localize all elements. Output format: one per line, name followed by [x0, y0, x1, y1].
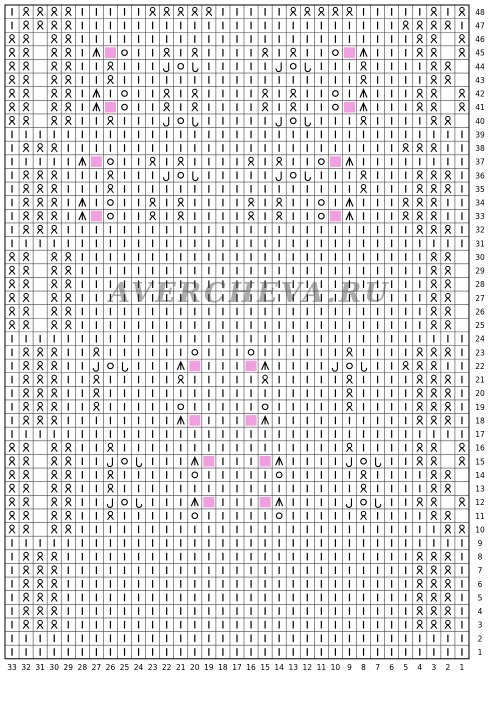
column-label: 28 — [77, 662, 88, 672]
column-label: 5 — [403, 662, 409, 672]
column-label: 10 — [330, 662, 341, 672]
column-label: 12 — [302, 662, 313, 672]
column-label: 3 — [431, 662, 437, 672]
row-label: 45 — [475, 48, 485, 58]
column-label: 21 — [175, 662, 186, 672]
row-label: 40 — [475, 116, 485, 126]
row-label: 8 — [477, 552, 483, 562]
column-label: 24 — [133, 662, 144, 672]
row-label: 14 — [475, 470, 485, 480]
row-label: 25 — [475, 321, 485, 331]
column-label: 20 — [190, 662, 200, 672]
no-stitch-cell — [330, 156, 341, 167]
row-label: 33 — [475, 212, 485, 222]
row-label: 9 — [477, 538, 483, 548]
row-label: 12 — [475, 498, 485, 508]
column-label: 25 — [119, 662, 130, 672]
watermark: AVERCHEVA.RU — [109, 278, 391, 309]
row-label: 3 — [477, 620, 483, 630]
no-stitch-cell — [344, 102, 355, 113]
row-label: 28 — [475, 280, 485, 290]
column-label: 30 — [49, 662, 59, 672]
row-label: 20 — [475, 389, 485, 399]
row-label: 24 — [475, 334, 485, 344]
row-label: 31 — [475, 239, 485, 249]
no-stitch-cell — [344, 47, 355, 58]
row-label: 30 — [475, 252, 485, 262]
column-label: 18 — [218, 662, 228, 672]
row-label: 34 — [475, 198, 485, 208]
row-label: 4 — [477, 607, 483, 617]
column-label: 23 — [147, 662, 158, 672]
row-label: 6 — [477, 579, 483, 589]
row-label: 16 — [475, 443, 485, 453]
row-label: 39 — [475, 130, 485, 140]
no-stitch-cell — [203, 456, 214, 467]
column-label: 26 — [105, 662, 116, 672]
row-label: 42 — [475, 89, 485, 99]
column-label: 19 — [204, 662, 214, 672]
column-label: 6 — [389, 662, 395, 672]
no-stitch-cell — [91, 156, 102, 167]
column-label: 33 — [7, 662, 17, 672]
column-label: 2 — [445, 662, 451, 672]
row-label: 47 — [475, 21, 485, 31]
no-stitch-cell — [105, 47, 116, 58]
row-label: 27 — [475, 293, 485, 303]
column-label: 31 — [35, 662, 45, 672]
column-label: 8 — [361, 662, 366, 672]
row-label: 19 — [475, 402, 485, 412]
column-label: 17 — [232, 662, 242, 672]
row-label: 46 — [475, 35, 485, 45]
row-label: 41 — [475, 103, 485, 113]
row-label: 17 — [475, 430, 485, 440]
row-label: 43 — [475, 75, 485, 85]
row-label: 23 — [475, 348, 485, 358]
row-label: 35 — [475, 184, 485, 194]
no-stitch-cell — [260, 456, 271, 467]
row-label: 37 — [475, 157, 485, 167]
column-label: 13 — [288, 662, 299, 672]
row-label: 11 — [475, 511, 485, 521]
row-label: 44 — [475, 62, 485, 72]
column-label: 9 — [347, 662, 352, 672]
no-stitch-cell — [246, 415, 257, 426]
no-stitch-cell — [189, 415, 200, 426]
column-label: 14 — [274, 662, 284, 672]
no-stitch-cell — [260, 497, 271, 508]
no-stitch-cell — [203, 497, 214, 508]
row-label: 29 — [475, 266, 485, 276]
column-label: 1 — [459, 662, 465, 672]
no-stitch-cell — [105, 102, 116, 113]
row-label: 15 — [475, 457, 485, 467]
row-label: 26 — [475, 307, 485, 317]
row-label: 22 — [475, 361, 485, 371]
row-label: 13 — [475, 484, 485, 494]
column-label: 16 — [246, 662, 256, 672]
row-label: 2 — [477, 634, 483, 644]
row-label: 7 — [477, 566, 483, 576]
row-label: 10 — [475, 525, 485, 535]
no-stitch-cell — [189, 361, 200, 372]
row-label: 36 — [475, 171, 485, 181]
row-label: 21 — [475, 375, 485, 385]
row-label: 5 — [477, 593, 483, 603]
column-label: 4 — [417, 662, 423, 672]
column-label: 7 — [375, 662, 380, 672]
row-label: 32 — [475, 225, 485, 235]
no-stitch-cell — [91, 211, 102, 222]
column-label: 15 — [260, 662, 270, 672]
column-label: 27 — [91, 662, 102, 672]
row-label: 1 — [477, 647, 483, 657]
column-label: 29 — [63, 662, 74, 672]
row-label: 18 — [475, 416, 485, 426]
no-stitch-cell — [330, 211, 341, 222]
column-label: 32 — [21, 662, 31, 672]
row-label: 48 — [475, 7, 485, 17]
no-stitch-cell — [246, 361, 257, 372]
row-label: 38 — [475, 144, 485, 154]
column-label: 22 — [161, 662, 172, 672]
column-label: 11 — [316, 662, 327, 672]
